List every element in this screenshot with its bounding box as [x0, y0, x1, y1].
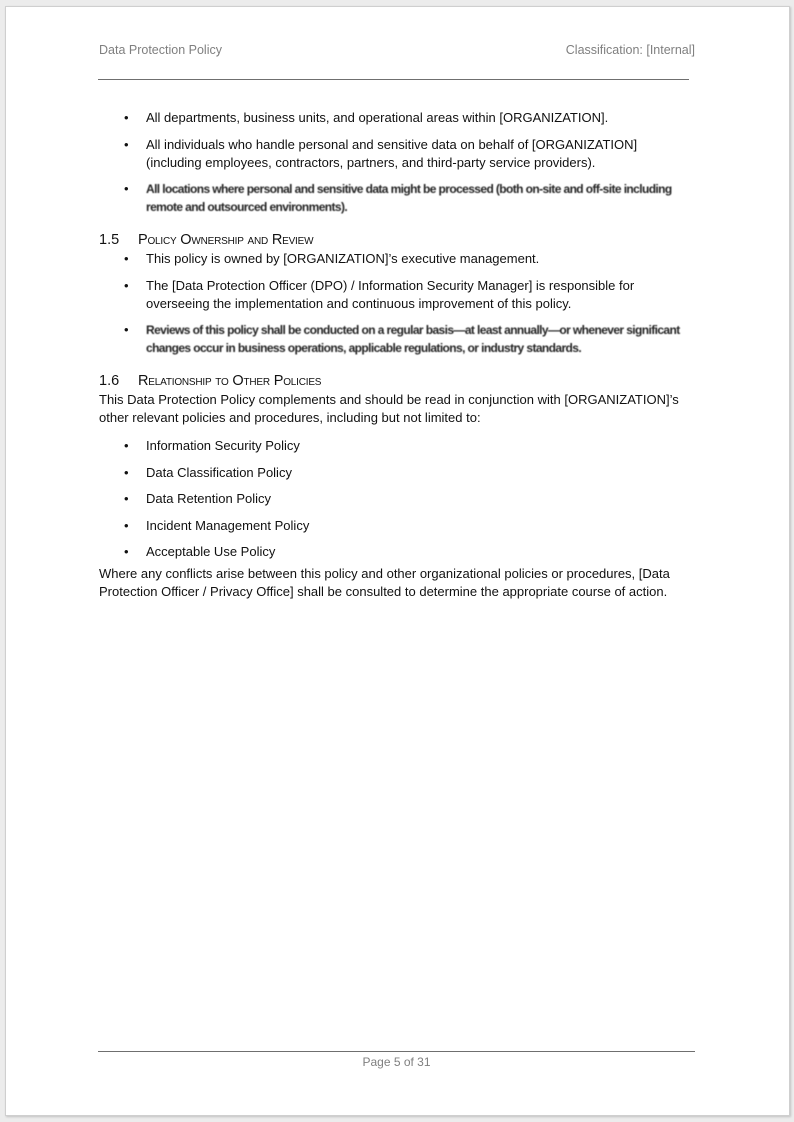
list-item-text: Acceptable Use Policy	[146, 544, 276, 559]
bullet-icon: •	[124, 136, 129, 152]
bullet-icon: •	[124, 491, 129, 506]
section-heading-1-5	[99, 230, 695, 250]
document-page	[5, 6, 790, 1116]
scope-list	[99, 109, 695, 216]
list-item	[99, 277, 695, 313]
closing-paragraph: Where any conflicts arise between this policy and other organizational policies or procedures, [Data Protection Officer / Privacy Office] shall be consulted to determine the appropriate course of action.	[99, 566, 670, 599]
section-number: 1.6	[99, 373, 120, 389]
list-item	[99, 321, 695, 357]
section-number: 1.5	[99, 232, 120, 248]
list-item-text: The [Data Protection Officer (DPO) / Information Security Manager] is responsible for overseeing the implementation and continuous improvement of this policy.	[146, 277, 635, 311]
bullet-icon: •	[124, 322, 129, 337]
page-footer	[98, 1055, 695, 1069]
bullet-icon: •	[124, 438, 129, 453]
list-item-text: Information Security Policy	[146, 438, 300, 453]
list-item	[99, 543, 695, 561]
header-divider	[98, 79, 689, 80]
header-document-title: Data Protection Policy	[99, 43, 222, 57]
list-item	[99, 517, 695, 535]
list-item-text: Data Retention Policy	[146, 491, 272, 506]
ownership-list	[99, 250, 695, 357]
list-item	[99, 464, 695, 482]
document-body	[99, 109, 695, 601]
bullet-icon: •	[124, 544, 129, 559]
footer-divider	[98, 1051, 695, 1052]
list-item-text: Data Classification Policy	[146, 464, 292, 480]
list-item-text: All departments, business units, and operational areas within [ORGANIZATION].	[146, 110, 609, 125]
section-intro-paragraph: This Data Protection Policy complements and should be read in conjunction with [ORGANIZATION]’s other relevant policies and procedures, including but not limited to:	[99, 392, 679, 425]
bullet-icon: •	[124, 464, 129, 480]
list-item	[99, 490, 695, 508]
bullet-icon: •	[124, 181, 129, 196]
list-item	[99, 109, 695, 127]
list-item-text: All individuals who handle personal and sensitive data on behalf of [ORGANIZATION] (including employees, contractors, partners, and third-party service providers).	[146, 136, 638, 170]
list-item	[99, 250, 695, 268]
bullet-icon: •	[124, 251, 129, 266]
list-item	[99, 180, 695, 216]
bullet-icon: •	[124, 517, 129, 533]
list-item	[99, 136, 695, 172]
page-number: Page 5 of 31	[362, 1055, 431, 1069]
list-item-text-garbled: All locations where personal and sensitive data might be processed (both on-site and off-site including remote and outsourced environments).	[146, 182, 672, 214]
list-item	[99, 437, 695, 455]
list-item-text-garbled: Reviews of this policy shall be conducted on a regular basis—at least annually—or whenever significant changes occur in business operations, applicable regulations, or industry standards.	[146, 323, 680, 355]
bullet-icon: •	[124, 110, 129, 125]
related-policies-list	[99, 437, 695, 561]
section-heading-1-6	[99, 371, 695, 391]
list-item-text: This policy is owned by [ORGANIZATION]’s executive management.	[146, 251, 540, 266]
section-title: Relationship to Other Policies	[138, 373, 322, 389]
section-title: Policy Ownership and Review	[138, 232, 314, 248]
list-item-text: Incident Management Policy	[146, 517, 310, 533]
bullet-icon: •	[124, 277, 129, 293]
page-header	[99, 43, 695, 65]
header-classification: Classification: [Internal]	[565, 43, 695, 57]
